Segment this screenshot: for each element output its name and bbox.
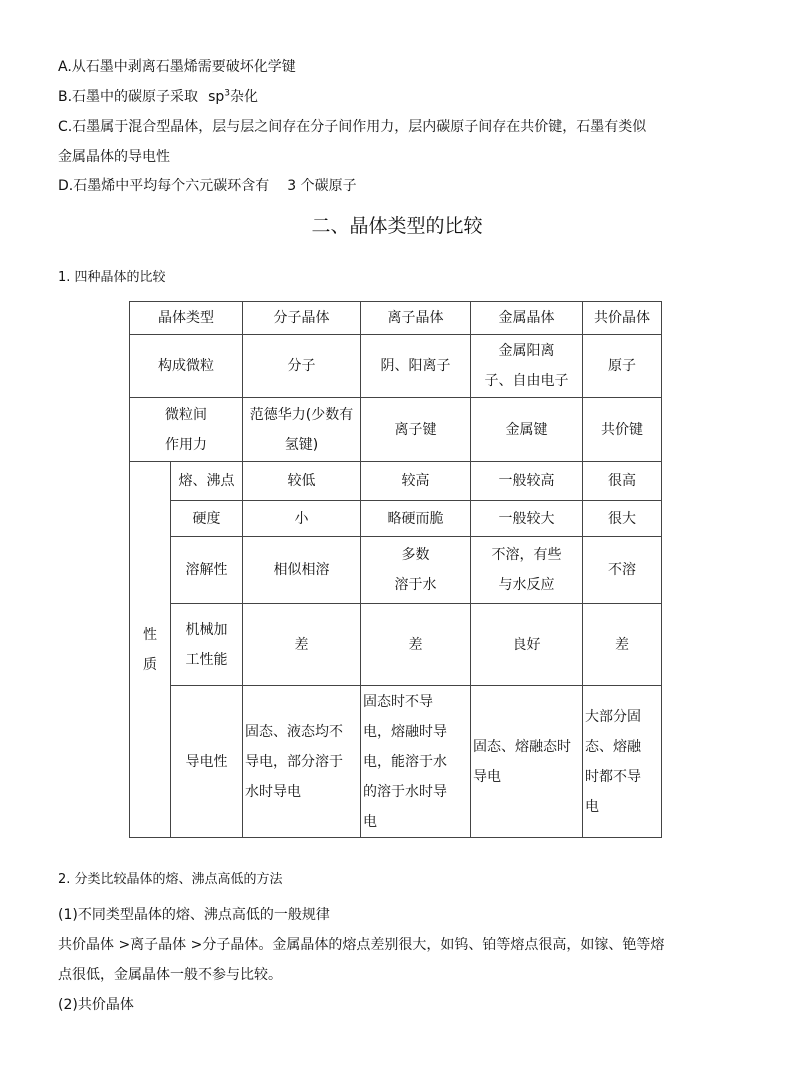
- option-a: A.从石墨中剥离石墨烯需要破坏化学键: [58, 59, 296, 75]
- table-cell: 较高: [361, 462, 471, 501]
- table-cell: 略硬而脆: [361, 501, 471, 537]
- option-c-line2: 金属晶体的导电性: [58, 149, 170, 165]
- paragraph-3: (2)共价晶体: [58, 997, 134, 1013]
- table-cell: [243, 398, 361, 462]
- cell-line: 电，能溶于水: [363, 753, 447, 770]
- cell-line: 导电: [473, 768, 501, 785]
- table-row: [130, 398, 662, 462]
- table-header-cell: 共价晶体: [583, 302, 662, 335]
- table-cell: 较低: [243, 462, 361, 501]
- table-cell: [243, 686, 361, 838]
- subsection-2-title: 2. 分类比较晶体的熔、沸点高低的方法: [58, 872, 283, 887]
- table-cell: 一般较高: [471, 462, 583, 501]
- table-cell: 共价键: [583, 398, 662, 462]
- section-title: 二、晶体类型的比较: [311, 215, 483, 237]
- table-cell: 差: [243, 604, 361, 686]
- option-c-line1: C.石墨属于混合型晶体，层与层之间存在分子间作用力，层内碳原子间存在共价键，石墨有类似: [58, 119, 647, 135]
- cell-line: 质: [143, 656, 157, 673]
- table-header-cell: 金属晶体: [471, 302, 583, 335]
- cell-line: 不溶，有些: [491, 547, 562, 563]
- cell-line: 机械加: [185, 621, 228, 638]
- table-cell: 差: [583, 604, 662, 686]
- paragraph-1: (1)不同类型晶体的熔、沸点高低的一般规律: [58, 907, 330, 923]
- table-cell: 一般较大: [471, 501, 583, 537]
- cell-line: 电: [363, 813, 377, 830]
- option-b-text: B.石墨中的碳原子采取: [58, 89, 199, 105]
- cell-line: 氢键): [284, 436, 319, 453]
- cell-line: 范德华力(少数有: [249, 406, 354, 423]
- table-cell: 小: [243, 501, 361, 537]
- cell-line: 作用力: [165, 436, 207, 453]
- table-header-row: [130, 302, 662, 335]
- cell-line: 导电，部分溶于: [245, 753, 343, 770]
- cell-line: 电，熔融时导: [363, 723, 447, 740]
- table-header-cell: 离子晶体: [361, 302, 471, 335]
- cell-line: 态、熔融: [585, 738, 641, 755]
- option-d-text: D.石墨烯中平均每个六元碳环含有: [58, 178, 270, 194]
- table-cell: 原子: [583, 335, 662, 398]
- cell-line: 与水反应: [498, 577, 555, 593]
- table-cell: 离子键: [361, 398, 471, 462]
- cell-line: 固态、液态均不: [245, 723, 343, 740]
- paragraph-2-line1: 共价晶体 >离子晶体 >分子晶体。金属晶体的熔点差别很大，如钨、铂等熔点很高，如镓、铯等熔: [58, 937, 665, 953]
- row-label: 硬度: [171, 501, 243, 537]
- cell-line: 微粒间: [165, 406, 207, 423]
- crystal-comparison-table: [129, 301, 662, 838]
- option-b-tail: 杂化: [229, 89, 258, 105]
- row-label: [171, 604, 243, 686]
- table-row: [130, 462, 662, 501]
- table-row: [130, 501, 662, 537]
- table-cell: 很高: [583, 462, 662, 501]
- row-label: 溶解性: [171, 537, 243, 604]
- cell-line: 电: [585, 798, 599, 815]
- table-cell: 相似相溶: [243, 537, 361, 604]
- row-label: [130, 398, 243, 462]
- option-d-tail: 3 个碳原子: [287, 178, 357, 194]
- option-b-sup: 3: [224, 88, 230, 99]
- cell-line: 金属阳离: [498, 343, 555, 359]
- table-cell: 很大: [583, 501, 662, 537]
- table-row: [130, 537, 662, 604]
- table-header-cell: 晶体类型: [130, 302, 243, 335]
- row-label: 导电性: [171, 686, 243, 838]
- table-cell: 不溶: [583, 537, 662, 604]
- cell-line: 时都不导: [585, 768, 641, 785]
- table-row: [130, 604, 662, 686]
- cell-line: 的溶于水时导: [363, 783, 447, 800]
- table-cell: 分子: [243, 335, 361, 398]
- properties-label: [130, 462, 171, 838]
- table-cell: 良好: [471, 604, 583, 686]
- option-b-sp: sp: [208, 89, 225, 105]
- option-d: [58, 176, 357, 196]
- cell-line: 固态时不导: [363, 693, 433, 710]
- table-cell: [471, 686, 583, 838]
- table-cell: [471, 335, 583, 398]
- table-cell: [361, 537, 471, 604]
- cell-line: 水时导电: [245, 783, 301, 800]
- cell-line: 子、自由电子: [484, 373, 569, 389]
- cell-line: 大部分固: [585, 708, 641, 725]
- table-row: [130, 686, 662, 838]
- table-header-cell: 分子晶体: [243, 302, 361, 335]
- cell-line: 溶于水: [394, 577, 437, 593]
- cell-line: 性: [143, 626, 157, 643]
- table-cell: 阴、阳离子: [361, 335, 471, 398]
- table-cell: 金属键: [471, 398, 583, 462]
- option-b: [58, 87, 258, 107]
- subsection-1-title: 1. 四种晶体的比较: [58, 270, 166, 285]
- table-cell: [361, 686, 471, 838]
- table-cell: [471, 537, 583, 604]
- table-cell: [583, 686, 662, 838]
- row-label: 熔、沸点: [171, 462, 243, 501]
- row-label: 构成微粒: [130, 335, 243, 398]
- paragraph-2-line2: 点很低，金属晶体一般不参与比较。: [58, 967, 282, 983]
- cell-line: 固态、熔融态时: [473, 738, 571, 755]
- cell-line: 工性能: [185, 651, 228, 668]
- table-cell: 差: [361, 604, 471, 686]
- cell-line: 多数: [401, 547, 430, 563]
- table-row: [130, 335, 662, 398]
